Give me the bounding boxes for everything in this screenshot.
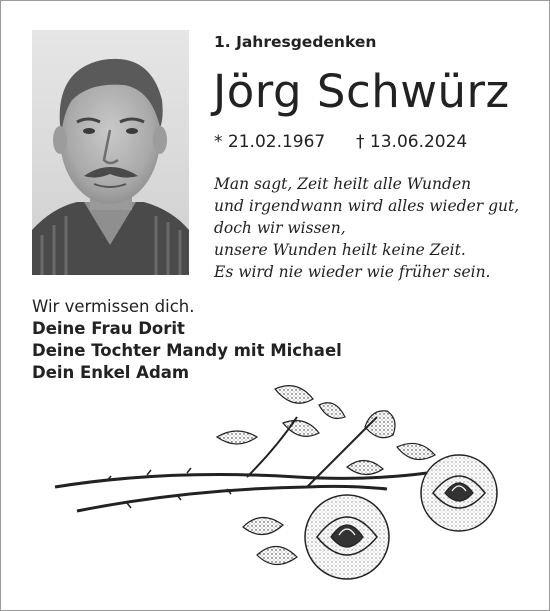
mourners-block: [32, 296, 342, 384]
quote-line: doch wir wissen,: [214, 219, 346, 237]
mourners-intro: Wir vermissen dich.: [32, 297, 195, 316]
roses-illustration: [47, 377, 507, 587]
memorial-quote: [214, 173, 534, 283]
quote-line: und irgendwann wird alles wieder gut,: [214, 197, 520, 215]
mourner-name: Deine Tochter Mandy mit Michael: [32, 341, 342, 360]
death-date: † 13.06.2024: [356, 132, 468, 152]
quote-line: Man sagt, Zeit heilt alle Wunden: [214, 175, 472, 193]
anniversary-label: 1. Jahresgedenken: [214, 33, 377, 51]
portrait-photo: [32, 30, 189, 275]
mourner-name: Deine Frau Dorit: [32, 319, 185, 338]
deceased-name: Jörg Schwürz: [213, 65, 510, 118]
mourner-name: Dein Enkel Adam: [32, 363, 190, 382]
quote-line: unsere Wunden heilt keine Zeit.: [214, 241, 466, 259]
quote-line: Es wird nie wieder wie früher sein.: [214, 263, 491, 281]
birth-date: * 21.02.1967: [214, 132, 326, 152]
